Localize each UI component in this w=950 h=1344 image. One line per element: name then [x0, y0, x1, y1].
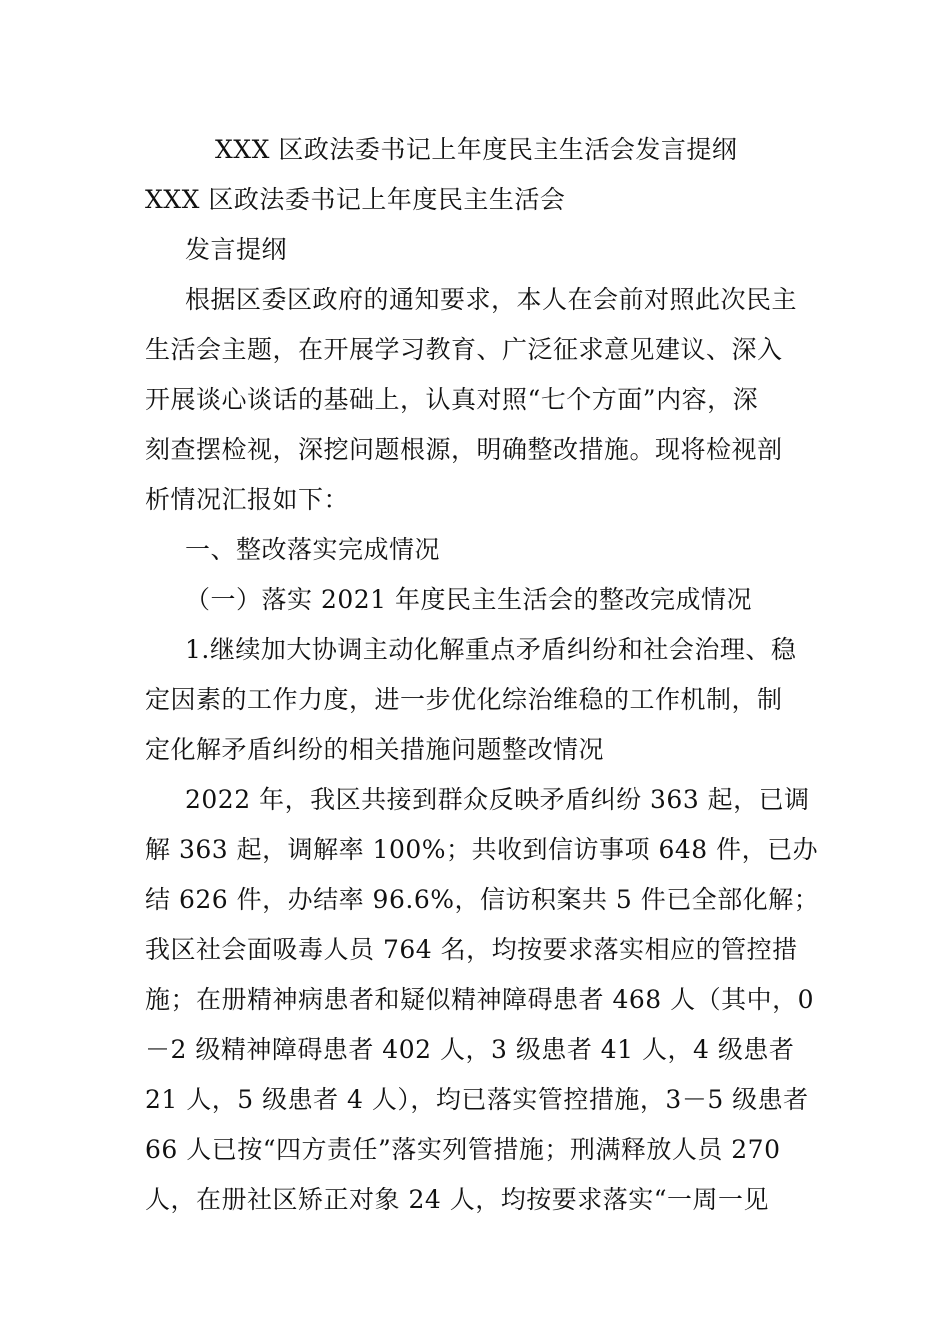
text-line: XXX 区政法委书记上年度民主生活会: [145, 185, 566, 214]
document-title: XXX 区政法委书记上年度民主生活会发言提纲: [215, 135, 738, 164]
text-line: 定因素的工作力度，进一步优化综治维稳的工作机制，制: [145, 685, 783, 714]
text-line: 开展谈心谈话的基础上，认真对照“七个方面”内容，深: [145, 385, 759, 414]
text-line: 解 363 起，调解率 100%；共收到信访事项 648 件，已办: [145, 835, 819, 864]
text-line: －2 级精神障碍患者 402 人，3 级患者 41 人，4 级患者: [145, 1035, 795, 1064]
text-line: 2022 年，我区共接到群众反映矛盾纠纷 363 起，已调: [185, 785, 810, 814]
text-line: 析情况汇报如下：: [145, 485, 350, 514]
text-line: 我区社会面吸毒人员 764 名，均按要求落实相应的管控措: [145, 935, 798, 964]
text-line: 根据区委区政府的通知要求，本人在会前对照此次民主: [185, 285, 798, 314]
text-line: （一）落实 2021 年度民主生活会的整改完成情况: [185, 585, 753, 614]
text-line: 一、整改落实完成情况: [185, 535, 441, 564]
text-line: 发言提纲: [185, 235, 288, 264]
text-line: 66 人已按“四方责任”落实列管措施；刑满释放人员 270: [145, 1135, 781, 1164]
text-line: 定化解矛盾纠纷的相关措施问题整改情况: [145, 735, 605, 764]
text-line: 结 626 件，办结率 96.6%，信访积案共 5 件已全部化解；: [145, 885, 820, 914]
text-line: 21 人，5 级患者 4 人），均已落实管控措施，3－5 级患者: [145, 1085, 809, 1114]
text-line: 人，在册社区矫正对象 24 人，均按要求落实“一周一见: [145, 1185, 769, 1214]
text-line: 施；在册精神病患者和疑似精神障碍患者 468 人（其中，0: [145, 985, 815, 1014]
text-line: 生活会主题，在开展学习教育、广泛征求意见建议、深入: [145, 335, 783, 364]
text-line: 1.继续加大协调主动化解重点矛盾纠纷和社会治理、稳: [185, 635, 797, 664]
text-line: 刻查摆检视，深挖问题根源，明确整改措施。现将检视剖: [145, 435, 783, 464]
